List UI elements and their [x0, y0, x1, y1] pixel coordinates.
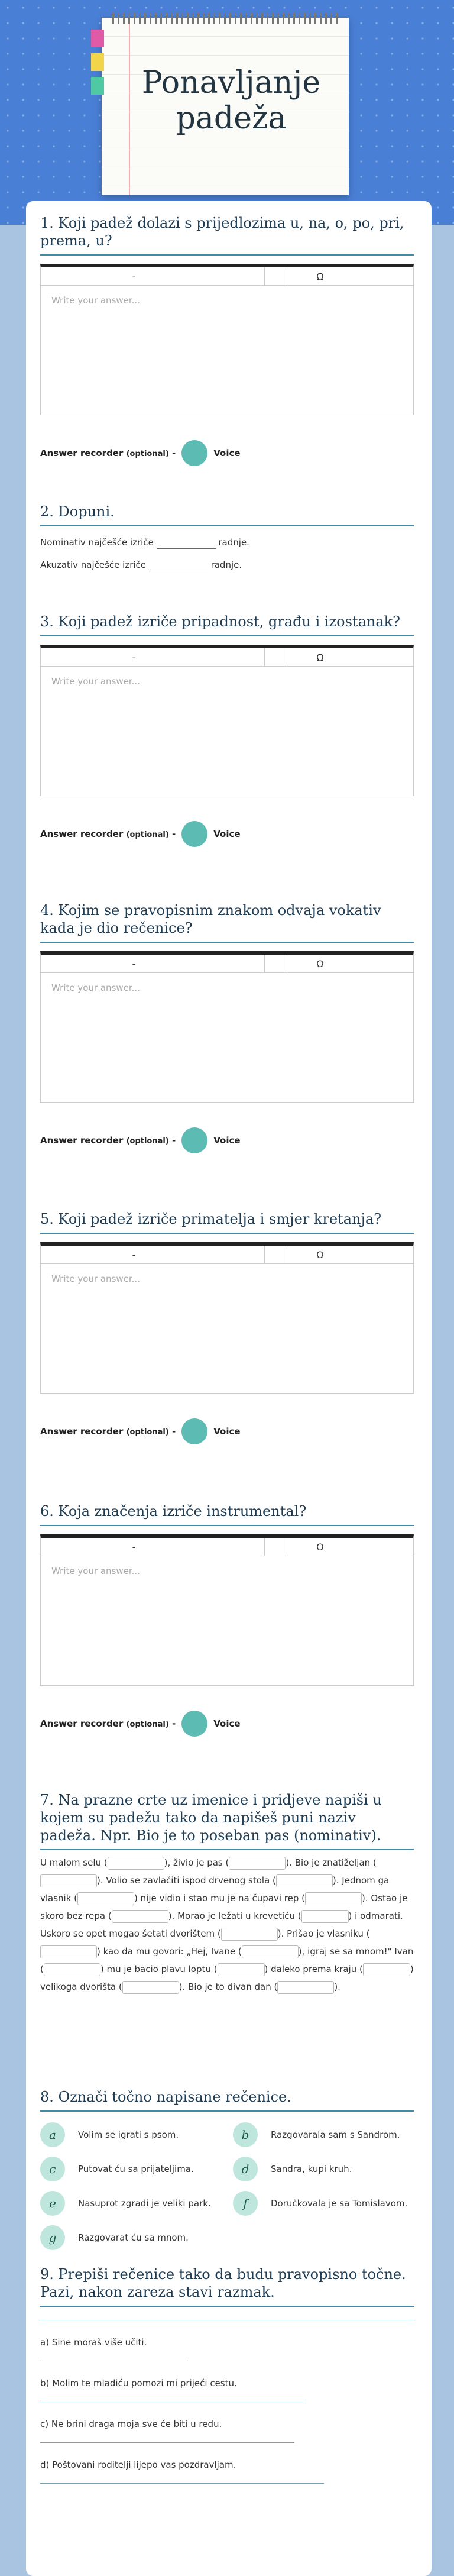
case-input[interactable]: [221, 1928, 278, 1941]
answer-input[interactable]: Write your answer...: [40, 972, 414, 1103]
question-title: 9. Prepiši rečenice tako da budu pravopisno točne. Pazi, nakon zareza stavi razmak.: [40, 2265, 414, 2307]
option-d[interactable]: [233, 2157, 414, 2181]
question-3: [40, 613, 414, 847]
voice-label: Voice: [213, 448, 241, 458]
case-input[interactable]: [363, 1963, 410, 1976]
answer-input[interactable]: Write your answer...: [40, 1263, 414, 1394]
answer-input[interactable]: Write your answer...: [40, 666, 414, 796]
answer-recorder: [40, 1127, 414, 1153]
option-text: Sandra, kupi kruh.: [271, 2164, 352, 2174]
special-char-button[interactable]: Ω: [316, 1541, 324, 1553]
sticky-tab-yellow: [91, 53, 104, 71]
special-char-button[interactable]: Ω: [316, 270, 324, 282]
question-4: [40, 901, 414, 1153]
record-button[interactable]: [181, 1127, 207, 1153]
question-8: [40, 2088, 414, 2250]
sentence-a: a) Sine moraš više učiti.: [40, 2337, 147, 2348]
question-title: 4. Kojim se pravopisnim znakom odvaja vokativ kada je dio rečenice?: [40, 901, 414, 943]
fill-line-2: Akuzativ najčešće izriče radnje.: [40, 560, 242, 570]
question-title: 5. Koji padež izriče primatelja i smjer kretanja?: [40, 1210, 414, 1234]
page-title: Ponavljanje padeža: [141, 65, 321, 136]
sentence-d: d) Poštovani roditelji lijepo vas pozdravljam.: [40, 2459, 236, 2470]
question-7: [40, 1791, 414, 1996]
dash-button[interactable]: -: [132, 651, 136, 663]
option-letter[interactable]: a: [40, 2122, 65, 2147]
special-char-button[interactable]: Ω: [316, 958, 324, 969]
record-button[interactable]: [181, 440, 207, 466]
question-5: [40, 1210, 414, 1444]
option-letter[interactable]: e: [40, 2191, 65, 2216]
options-list: [40, 2122, 414, 2250]
option-letter[interactable]: g: [40, 2225, 65, 2250]
case-input[interactable]: [40, 1874, 97, 1887]
voice-label: Voice: [213, 1135, 241, 1146]
editor-toolbar: [40, 1534, 414, 1556]
option-letter[interactable]: d: [233, 2157, 258, 2181]
option-letter[interactable]: f: [233, 2191, 258, 2216]
recorder-label: Answer recorder (optional) -: [40, 1426, 176, 1437]
option-b[interactable]: [233, 2122, 414, 2147]
option-c[interactable]: [40, 2157, 221, 2181]
case-input[interactable]: [218, 1963, 265, 1976]
question-title: 8. Označi točno napisane rečenice.: [40, 2088, 414, 2112]
question-9: [40, 2265, 414, 2484]
record-button[interactable]: [181, 1711, 207, 1737]
case-input[interactable]: [40, 1945, 97, 1958]
recorder-label: Answer recorder (optional) -: [40, 448, 176, 458]
case-input[interactable]: [44, 1963, 100, 1976]
recorder-label: Answer recorder (optional) -: [40, 1718, 176, 1729]
option-text: Razgovarala sam s Sandrom.: [271, 2129, 400, 2140]
option-g[interactable]: [40, 2225, 221, 2250]
option-e[interactable]: [40, 2191, 221, 2216]
voice-label: Voice: [213, 829, 241, 839]
title-notepad: [102, 18, 349, 195]
voice-label: Voice: [213, 1718, 241, 1729]
case-input[interactable]: [277, 1981, 334, 1994]
question-title: 2. Dopuni.: [40, 503, 414, 526]
option-letter[interactable]: c: [40, 2157, 65, 2181]
case-input[interactable]: [108, 1857, 164, 1870]
dash-button[interactable]: -: [132, 958, 136, 969]
special-char-button[interactable]: Ω: [316, 651, 324, 663]
case-input[interactable]: [305, 1892, 362, 1905]
fill-line-1: Nominativ najčešće izriče radnje.: [40, 537, 249, 548]
notepad-spiral: [112, 13, 338, 24]
option-text: Putovat ću sa prijateljima.: [78, 2164, 194, 2174]
case-input[interactable]: [77, 1892, 134, 1905]
option-text: Volim se igrati s psom.: [78, 2129, 179, 2140]
blank-input[interactable]: [157, 537, 216, 549]
answer-line[interactable]: [40, 2483, 324, 2484]
sticky-tab-green: [91, 77, 104, 95]
recorder-label: Answer recorder (optional) -: [40, 829, 176, 839]
recorder-label: Answer recorder (optional) -: [40, 1135, 176, 1146]
dash-button[interactable]: -: [132, 270, 136, 282]
option-text: Razgovarat ću sa mnom.: [78, 2232, 189, 2243]
question-2: [40, 503, 414, 576]
answer-recorder: [40, 1418, 414, 1444]
question-title: 1. Koji padež dolazi s prijedlozima u, na, o, po, pri, prema, u?: [40, 214, 414, 256]
sentence-b: b) Molim te mladiću pomozi mi prijeći cestu.: [40, 2378, 237, 2388]
editor-toolbar: [40, 951, 414, 972]
case-input[interactable]: [301, 1910, 349, 1923]
case-input[interactable]: [229, 1857, 286, 1870]
option-f[interactable]: [233, 2191, 414, 2216]
question-1: [40, 214, 414, 466]
answer-recorder: [40, 1711, 414, 1737]
question-title: 6. Koja značenja izriče instrumental?: [40, 1502, 414, 1526]
answer-recorder: [40, 821, 414, 847]
voice-label: Voice: [213, 1426, 241, 1437]
special-char-button[interactable]: Ω: [316, 1249, 324, 1260]
option-a[interactable]: [40, 2122, 221, 2147]
sentence-c: c) Ne brini draga moja sve će biti u redu.: [40, 2419, 222, 2429]
question-6: [40, 1502, 414, 1737]
dash-button[interactable]: -: [132, 1249, 136, 1260]
record-button[interactable]: [181, 821, 207, 847]
editor-toolbar: [40, 264, 414, 285]
option-letter[interactable]: b: [233, 2122, 258, 2147]
dash-button[interactable]: -: [132, 1541, 136, 1553]
answer-input[interactable]: Write your answer...: [40, 285, 414, 415]
sticky-tab-pink: [91, 30, 104, 47]
answer-input[interactable]: Write your answer...: [40, 1556, 414, 1686]
blank-input[interactable]: [149, 560, 208, 571]
story-paragraph: U malom selu ( ), živio je pas ( ). Bio je znatiželjan (). Volio se zavlačiti ispod drvenog stola ( ). Jednom ga vlasnik ( ) nije vidio i stao mu je na čupavi rep ( ). Ostao je skoro bez repa ( ). Morao je ležati u krevetiću ( ) i odmarati. Uskoro se opet mogao šetati dvorištem ( ). Prišao je vlasniku () kao da mu govori: „Hej, Ivane ( ), igraj se sa mnom!" Ivan ( ) mu je bacio plavu loptu ( ) daleko prema kraju ( ) velikoga dvorišta ( ). Bio je to divan dan ( ).: [40, 1854, 414, 1996]
question-title: 7. Na prazne crte uz imenice i pridjeve napiši u kojem su padežu tako da napišeš puni naziv padeža. Npr. Bio je to poseban pas (nominativ).: [40, 1791, 414, 1850]
editor-toolbar: [40, 1242, 414, 1263]
case-input[interactable]: [276, 1874, 333, 1887]
record-button[interactable]: [181, 1418, 207, 1444]
editor-toolbar: [40, 645, 414, 666]
case-input[interactable]: [112, 1910, 168, 1923]
answer-line[interactable]: [40, 2442, 294, 2443]
worksheet-card: [26, 201, 432, 2576]
case-input[interactable]: [242, 1945, 299, 1958]
answer-recorder: [40, 440, 414, 466]
option-text: Doručkovala je sa Tomislavom.: [271, 2198, 408, 2209]
option-text: Nasuprot zgradi je veliki park.: [78, 2198, 211, 2209]
case-input[interactable]: [122, 1981, 179, 1994]
question-title: 3. Koji padež izriče pripadnost, građu i izostanak?: [40, 613, 414, 636]
